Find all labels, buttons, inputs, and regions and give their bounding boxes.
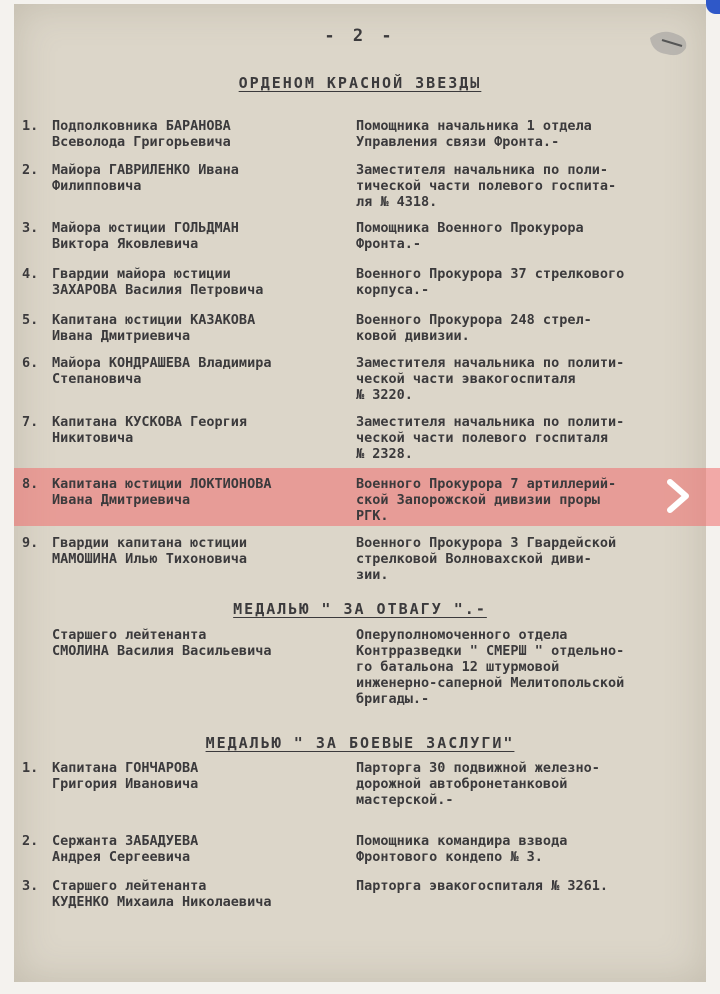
recipient-position: Парторга 30 подвижной железно- дорожной автобронетанковой мастерской.- bbox=[356, 760, 600, 808]
corner-decoration bbox=[706, 0, 720, 14]
recipient-name: Капитана юстиции ЛОКТИОНОВА Ивана Дмитриевича bbox=[52, 476, 272, 508]
entry-number: 3. bbox=[22, 878, 39, 894]
recipient-position: Военного Прокурора 3 Гвардейской стрелковой Волновахской диви- зии. bbox=[356, 535, 617, 583]
recipient-position: Помощника командира взвода Фронтового кондепо № 3. bbox=[356, 833, 568, 865]
entry-number: 5. bbox=[22, 312, 39, 328]
section-title-red-star: ОРДЕНОМ КРАСНОЙ ЗВЕЗДЫ bbox=[238, 74, 482, 92]
entry-number: 2. bbox=[22, 833, 39, 849]
next-chevron-button[interactable] bbox=[659, 478, 695, 514]
page-number: - 2 - bbox=[324, 26, 396, 46]
recipient-position: Военного Прокурора 248 стрел- ковой дивизии. bbox=[356, 312, 592, 344]
chevron-right-icon bbox=[659, 478, 695, 514]
recipient-position: Военного Прокурора 37 стрелкового корпуса.- bbox=[356, 266, 625, 298]
entry-number: 9. bbox=[22, 535, 39, 551]
entry-number: 2. bbox=[22, 162, 39, 178]
recipient-name: Старшего лейтенанта СМОЛИНА Василия Васильевича bbox=[52, 627, 272, 659]
section-title-combat-merit: МЕДАЛЬЮ " ЗА БОЕВЫЕ ЗАСЛУГИ" bbox=[205, 734, 515, 752]
recipient-position: Помощника Военного Прокурора Фронта.- bbox=[356, 220, 584, 252]
entry-number: 1. bbox=[22, 760, 39, 776]
recipient-position: Военного Прокурора 7 артиллерий- ской Запорожской дивизии проры РГК. bbox=[356, 476, 617, 524]
recipient-name: Капитана ГОНЧАРОВА Григория Ивановича bbox=[52, 760, 199, 792]
recipient-position: Парторга эвакогоспиталя № 3261. bbox=[356, 878, 608, 894]
recipient-position: Оперуполномоченного отдела Контрразведки " СМЕРШ " отдельно- го батальона 12 штурмовой инженерно-саперной Мелитопольской бригады.- bbox=[356, 627, 625, 707]
recipient-name: Гвардии капитана юстиции МАМОШИНА Илью Тихоновича bbox=[52, 535, 248, 567]
section-title-bravery: МЕДАЛЬЮ " ЗА ОТВАГУ ".- bbox=[233, 600, 487, 618]
recipient-name: Гвардии майора юстиции ЗАХАРОВА Василия Петровича bbox=[52, 266, 264, 298]
ink-blot-mark bbox=[642, 24, 694, 64]
recipient-position: Заместителя начальника по поли- тической части полевого госпита- ля № 4318. bbox=[356, 162, 617, 210]
recipient-position: Помощника начальника 1 отдела Управления связи Фронта.- bbox=[356, 118, 592, 150]
recipient-name: Сержанта ЗАБАДУЕВА Андрея Сергеевича bbox=[52, 833, 199, 865]
entry-number: 7. bbox=[22, 414, 39, 430]
entry-number: 4. bbox=[22, 266, 39, 282]
entry-number: 8. bbox=[22, 476, 39, 492]
recipient-name: Подполковника БАРАНОВА Всеволода Григорьевича bbox=[52, 118, 231, 150]
recipient-name: Майора юстиции ГОЛЬДМАН Виктора Яковлевича bbox=[52, 220, 239, 252]
recipient-name: Старшего лейтенанта КУДЕНКО Михаила Николаевича bbox=[52, 878, 272, 910]
recipient-position: Заместителя начальника по полити- ческой части эвакогоспиталя № 3220. bbox=[356, 355, 625, 403]
recipient-position: Заместителя начальника по полити- ческой части полевого госпиталя № 2328. bbox=[356, 414, 625, 462]
recipient-name: Майора КОНДРАШЕВА Владимира Степановича bbox=[52, 355, 272, 387]
entry-number: 1. bbox=[22, 118, 39, 134]
recipient-name: Майора ГАВРИЛЕНКО Ивана Филипповича bbox=[52, 162, 239, 194]
entry-number: 6. bbox=[22, 355, 39, 371]
entry-number: 3. bbox=[22, 220, 39, 236]
recipient-name: Капитана юстиции КАЗАКОВА Ивана Дмитриевича bbox=[52, 312, 256, 344]
recipient-name: Капитана КУСКОВА Георгия Никитовича bbox=[52, 414, 248, 446]
